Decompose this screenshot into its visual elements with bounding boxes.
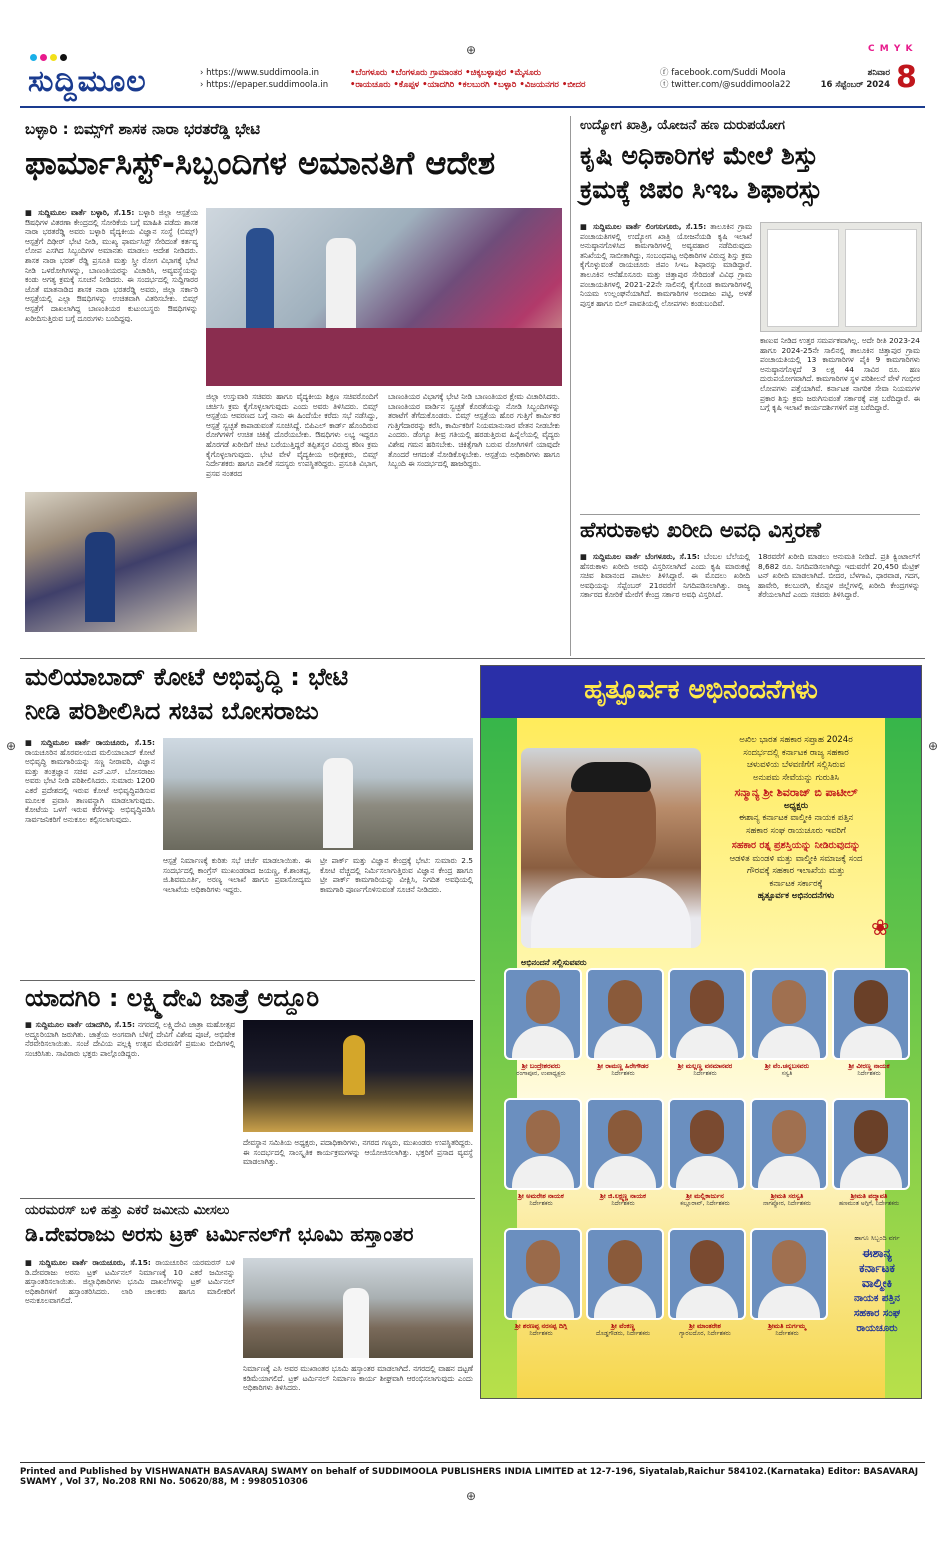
ad-person-name: ಶ್ರೀ ವೀರಣ್ಣ ನಾಯಕ (848, 1062, 890, 1070)
section-rule (20, 1198, 475, 1199)
story2-headline-2: ಕ್ರಮಕ್ಕೆ ಜಿಪಂ ಸಿಇಒ ಶಿಫಾರಸ್ಸು (580, 175, 823, 204)
masthead (20, 60, 925, 104)
ad-line-5: ಈಶಾನ್ಯ ಕರ್ನಾಟಕ ವಾಲ್ಮೀಕಿ ನಾಯಕ ಪತ್ತಿನ (738, 813, 854, 823)
footer-imprint: Printed and Published by VISHWANATH BASAVARAJ SWAMY on behalf of SUDDIMOOLA PUBLISHERS INDIA LIMITED at 12-7-196, Siyatalab,Raichur 584102.(Karnataka) Editor: BASAVARAJ SWAMY , Vol 37, No.208 RNI No. 50620/88, M : 9980510306 (20, 1467, 919, 1487)
ad-person-name: ಶ್ರೀ ವೆಂ.ಚನ್ನಬಸವರು (764, 1062, 810, 1070)
story1-photo-visit (25, 492, 197, 632)
story5-byline: ■ ಸುದ್ದಿಮೂಲ ವಾರ್ತೆ ಯಾದಗಿರಿ, ಸೆ.15: (25, 1020, 135, 1029)
story6-headline: ಡಿ.ದೇವರಾಜು ಅರಸು ಟ್ರಕ್ ಟರ್ಮಿನಲ್‌ಗೆ ಭೂಮಿ ಹಸ್ತಾಂತರ (25, 1222, 414, 1246)
ad-award-line: ಸಹಕಾರ ರತ್ನ ಪ್ರಶಸ್ತಿಯನ್ನು ನೀಡಿರುವುದನ್ನು (731, 840, 861, 851)
ad-person-name: ಶ್ರೀ ರಾಮಣ್ಣ ಹಿರೇಗೌಡರ (597, 1062, 649, 1070)
ad-person-role: ಸಸ್ವತಿ (781, 1070, 793, 1077)
story1-col1 (25, 208, 198, 483)
ad-person-role: ನಿರ್ದೇಶಕರು (611, 1200, 635, 1207)
ad-person-photo (832, 1098, 910, 1190)
ad-org-4: ನಾಯಕ ಪತ್ತಿನ (854, 1293, 900, 1304)
ad-person-role: ನಿರ್ದೇಶಕರು (529, 1200, 553, 1207)
story1-text-1: ಬಳ್ಳಾರಿ ಜಿಲ್ಲಾ ಆಸ್ಪತ್ರೆಯ ಔಷಧಿಗಳ ವಿತರಣಾ ಕೇಂದ್ರದಲ್ಲಿ ಸೋರಿಕೆಯ ಬಗ್ಗೆ ಮಾಹಿತಿ ಪಡೆದು ಶಾಸಕ ನಾರಾ ಭರತರೆಡ್ಡಿ ಅವರು ಬಳ್ಳಾರಿ ವೈದ್ಯಕೀಯ ವಿಜ್ಞಾನ ಸಂಸ್ಥೆ (ಬಿಮ್ಸ್) ಆಸ್ಪತ್ರೆಗೆ ದಿಢೀರ್ ಭೇಟಿ ನೀಡಿ, ಮುಖ್ಯ ಫಾರ್ಮಸಿಸ್ಟ್ ಸೇರಿದಂತೆ ಕರ್ತವ್ಯ ಲೋಪ ಎಸಗಿದ ಸಿಬ್ಬಂದಿಗಳ ಅಮಾನತು ಮಾಡಲು ಆದೇಶ ನೀಡಿದರು. ಶಾಸಕ ನಾರಾ ಭರತ್ ರೆಡ್ಡಿ ಪ್ರಸೂತಿ ಮತ್ತು ಸ್ತ್ರೀ ರೋಗ ವಿಭಾಗಕ್ಕೆ ಭೇಟಿ ನೀಡಿ ಒಳರೋಗಿಗಳನ್ನು, ಬಾಣಂತಿಯರನ್ನು ವಿಚಾರಿಸಿ, ಅವ್ಯವಸ್ಥೆಯನ್ನು ಕಂಡು ಅಗತ್ಯ ಕ್ರಮಕ್ಕೆ ಸೂಚನೆ ನೀಡಿದರು. ಈ ಸಂದರ್ಭದಲ್ಲಿ ಸುದ್ದಿಗಾರರ ಜೊತೆ ಮಾತನಾಡಿದ ಶಾಸಕ ನಾರಾ ಭರತರೆಡ್ಡಿ ಅವರು, ಜಿಲ್ಲಾ ಸರ್ಕಾರಿ ಆಸ್ಪತ್ರೆಯಲ್ಲಿ ಎಲ್ಲಾ ಔಷಧಿಗಳನ್ನು ಉಚಿತವಾಗಿ ವಿತರಿಸಬೇಕು. ಬಿಮ್ಸ್ ಆಸ್ಪತ್ರೆಗೆ ದಾಖಲಾಗಿದ್ದ ಬಾಣಂತಿಯರ ಕುಟುಂಬಸ್ಥರು ಔಷಧಿಗಳನ್ನು ಖರೀದಿಸುತ್ತಿರುವ ಬಗ್ಗೆ ದೂರುಗಳು ಬಂದಿದ್ದವು. (25, 208, 198, 323)
ad-line-1: ಅಖಿಲ ಭಾರತ ಸಹಕಾರ ಸಪ್ತಾಹ 2024ರ (739, 735, 853, 745)
ad-line-2: ಸಂದರ್ಭದಲ್ಲಿ ಕರ್ನಾಟಕ ರಾಜ್ಯ ಸಹಕಾರ (743, 747, 849, 758)
section-rule (20, 980, 475, 981)
ad-person-photo (504, 1228, 582, 1320)
story3-col2: 18ರವರೆಗೆ ಖರೀದಿ ಮಾಡಲು ಅನುಮತಿ ನೀಡಿದೆ. ಪ್ರತಿ ಕ್ವಿಂಟಾಲ್‌ಗೆ 8,682 ರೂ. ನಿಗದಿಪಡಿಸಲಾಗಿದ್ದು ಇದುವರೆಗೆ 20,450 ಮೆಟ್ರಿಕ್ ಟನ್ ಖರೀದಿ ಮಾಡಲಾಗಿದೆ. ಬೀದರ, ಬೆಳಗಾವಿ, ಧಾರವಾಡ, ಗದಗ, ಹಾವೇರಿ, ಕಲಬುರಗಿ, ಕೊಪ್ಪಳ ಜಿಲ್ಲೆಗಳಲ್ಲಿ ಖರೀದಿ ಕೇಂದ್ರಗಳನ್ನು ತೆರೆಯಲಾಗಿದೆ ಎಂದು ಸಚಿವರು ತಿಳಿಸಿದ್ದಾರೆ. (758, 552, 920, 600)
web-links (200, 67, 350, 91)
story2-col2: ಕಾಣುವ ನೀಡಿದ ಉತ್ತರ ಸಮರ್ಪಕವಾಗಿಲ್ಲ. ಅದೇ ರೀತಿ 2023-24 ಹಾಗೂ 2024-25ನೇ ಸಾಲಿನಲ್ಲಿ ತಾಲೂಕಿನ ಚಿತ್ತಾಪುರ ಗ್ರಾಮ ಪಂಚಾಯತಿಯಲ್ಲಿ 13 ಕಾಮಗಾರಿಗಳ ಪೈಕಿ 9 ಕಾಮಗಾರಿಗಳು ಅನುಷ್ಠಾನಗೊಳ್ಳದೆ 3 ಲಕ್ಷ 44 ಸಾವಿರ ರೂ. ಹಣ ದುರುಪಯೋಗವಾಗಿದೆ. ಕಾಮಗಾರಿಗಳ ಸ್ಥಳ ಪರಿಶೀಲನೆ ವೇಳೆ ಗಂಭೀರ ಲೋಪಗಳು ಪತ್ತೆಯಾಗಿವೆ. ಕರ್ನಾಟಕ ನಾಗರಿಕ ಸೇವಾ ನಿಯಮಗಳ ಪ್ರಕಾರ ಶಿಸ್ತು ಕ್ರಮ ಜರುಗಿಸುವಂತೆ ಸರ್ಕಾರಕ್ಕೆ ಪತ್ರ ಬರೆದಿದ್ದಾರೆ. ಈ ಬಗ್ಗೆ ಕೃಷಿ ಇಲಾಖೆ ಕಾರ್ಯದರ್ಶಿಗಳಿಗೆ ಪತ್ರ ಬರೆದಿದ್ದಾರೆ. (760, 336, 920, 413)
ad-line-10: ಹೃತ್ಪೂರ್ವಕ ಅಭಿನಂದನೆಗಳು (757, 891, 835, 901)
ad-person-caption (745, 1062, 829, 1078)
ad-line-4: ಅನುಪಮ ಸೇವೆಯನ್ನು ಗುರುತಿಸಿ (753, 772, 839, 783)
ad-message (701, 734, 891, 903)
story2-byline: ■ ಸುದ್ದಿಮೂಲ ವಾರ್ತೆ ಲಿಂಗಸುಗೂರು, ಸೆ.15: (580, 222, 707, 231)
story1-col1b (25, 636, 198, 650)
issue-date (810, 67, 890, 91)
issue-day: ಶನಿವಾರ (867, 68, 890, 78)
cmyk-label: C M Y K (868, 44, 914, 54)
ad-person-name: ಶ್ರೀಮತಿ ಪದ್ಮಾವತಿ (850, 1192, 888, 1200)
story4-col2: ಆಸ್ಪತ್ರೆ ನಿರ್ಮಾಣಕ್ಕೆ ಕುರಿತು ಸಭೆ ಚರ್ಚೆ ಮಾಡಲಾಯಿತು. ಈ ಸಂದರ್ಭದಲ್ಲಿ ಕಾಂಗ್ರೆಸ್ ಮುಖಂಡರಾದ ಜಯಣ್ಣ, ಕೆ.ಶಾಂತಪ್ಪ, ಜಿ.ಶಿವಮೂರ್ತಿ, ಅರಣ್ಯ ಇಲಾಖೆ ಹಾಗೂ ಪ್ರವಾಸೋದ್ಯಮ ಇಲಾಖೆಯ ಅಧಿಕಾರಿಗಳು ಇದ್ದರು. (163, 856, 311, 894)
story1-photo-ward (206, 208, 562, 386)
ad-org-2: ಕರ್ನಾಟಕ (859, 1261, 895, 1275)
story6-text-1: ರಾಯಚೂರಿನ ಯರಮರಸ್ ಬಳಿ ಡಿ.ದೇವರಾಜು ಅರಸು ಟ್ರಕ್ ಟರ್ಮಿನಲ್ ನಿರ್ಮಾಣಕ್ಕೆ 10 ಎಕರೆ ಜಮೀನನ್ನು ಹಸ್ತಾಂತರಿಸಲಾಯಿತು. ಜಿಲ್ಲಾಧಿಕಾರಿಗಳು ಭೂಮಿ ದಾಖಲೆಗಳನ್ನು ಟ್ರಕ್ ಟರ್ಮಿನಲ್ ಅಧಿಕಾರಿಗಳಿಗೆ ಹಸ್ತಾಂತರಿಸಿದರು. ಲಾರಿ ಚಾಲಕರು ಹಾಗೂ ಮಾಲೀಕರಿಗೆ ಅನುಕೂಲವಾಗಲಿದೆ. (25, 1258, 235, 1306)
color-dots (30, 46, 70, 65)
ad-person-role: ರಂಗಾಪೂರ, ಉಪಾಧ್ಯಕ್ಷರು (516, 1070, 566, 1077)
story2-document-photo (760, 222, 922, 332)
ad-person-role: ನಿರ್ದೇಶಕರು (611, 1070, 635, 1077)
story6-byline: ■ ಸುದ್ದಿಮೂಲ ವಾರ್ತೆ ರಾಯಚೂರು, ಸೆ.15: (25, 1258, 151, 1267)
ad-person-photo (668, 1098, 746, 1190)
story5-text-1: ನಗರದಲ್ಲಿ ಲಕ್ಷ್ಮಿದೇವಿ ಜಾತ್ರಾ ಮಹೋತ್ಸವ ಅದ್ದೂರಿಯಾಗಿ ಜರುಗಿತು. ಜಾತ್ರೆಯ ಅಂಗವಾಗಿ ಬೆಳಿಗ್ಗೆ ದೇವಿಗೆ ವಿಶೇಷ ಪೂಜೆ, ಅಭಿಷೇಕ ನೆರವೇರಿಸಲಾಯಿತು. ಸಂಜೆ ದೇವಿಯ ಪಲ್ಲಕ್ಕಿ ಉತ್ಸವ ಮೆರವಣಿಗೆ ಪ್ರಮುಖ ಬೀದಿಗಳಲ್ಲಿ ಸಂಚರಿಸಿತು. ಸಾವಿರಾರು ಭಕ್ತರು ಪಾಲ್ಗೊಂಡಿದ್ದರು. (25, 1020, 235, 1058)
ad-person-name: ಶ್ರೀ ಮಾಂತರೇಶ (689, 1322, 721, 1330)
ad-person-photo (586, 1228, 664, 1320)
city-line-1: •ಬೆಂಗಳೂರು •ಬೆಂಗಳೂರು ಗ್ರಾಮಾಂತರ •ಚಿಕ್ಕಬಳ್ಳಾಪುರ •ಮೈಸೂರು (350, 68, 541, 78)
ad-title: ಹೃತ್ಪೂರ್ವಕ ಅಭಿನಂದನೆಗಳು (584, 675, 818, 705)
ad-person-photo (750, 1098, 828, 1190)
ad-person-name: ಶ್ರೀ ಮಲ್ಲಣ್ಣ ವನಮಾನವರ (677, 1062, 733, 1070)
ad-person-photo (750, 1228, 828, 1320)
story5-headline: ಯಾದಗಿರಿ : ಲಕ್ಷ್ಮಿದೇವಿ ಜಾತ್ರೆ ಅದ್ದೂರಿ (25, 984, 320, 1012)
ad-person-caption (745, 1192, 829, 1208)
ad-org-6: ರಾಯಚೂರು (856, 1323, 898, 1334)
story4-photo-fort (163, 738, 473, 850)
registration-mark: ⊕ (928, 739, 939, 753)
registration-mark: ⊕ (466, 1489, 477, 1503)
story1-kicker: ಬಳ್ಳಾರಿ : ಬಿಮ್ಸ್‌ಗೆ ಶಾಸಕ ನಾರಾ ಭರತರೆಡ್ಡಿ ಭೇಟಿ (25, 120, 261, 138)
logo: ಸುದ್ದಿಮೂಲ (28, 64, 147, 99)
city-line-2: •ರಾಯಚೂರು •ಕೊಪ್ಪಳ •ಯಾದಗಿರಿ •ಕಲಬುರಗಿ •ಬಳ್ಳಾರಿ •ವಿಜಯನಗರ •ಬೀದರ (350, 80, 586, 90)
story1-col3: ಬಾಣಂತಿಯರ ವಿಭಾಗಕ್ಕೆ ಭೇಟಿ ನೀಡಿ ಬಾಣಂತಿಯರ ಕ್ಷೇಮ ವಿಚಾರಿಸಿದರು. ಬಾಣಂತಿಯರ ವಾರ್ಡಿನ ಸ್ವಚ್ಛತೆ ಕೊರತೆಯನ್ನು ನೋಡಿ ಸಿಬ್ಬಂದಿಗಳನ್ನು ತರಾಟೆಗೆ ತೆಗೆದುಕೊಂಡರು. ಬಿಮ್ಸ್ ಆಸ್ಪತ್ರೆಯ ಹೊರ ಗುತ್ತಿಗೆ ಕಾರ್ಮಿಕರ ಗುತ್ತಿಗೆದಾರರನ್ನು ಕರೆಸಿ, ಕಾರ್ಮಿಕರಿಗೆ ನಿಯಮಾನುಸಾರ ವೇತನ ನೀಡಬೇಕು ಎಂದರು. ಡೆಂಗ್ಯೂ ತೀವ್ರ ಗತಿಯಲ್ಲಿ ಹರಡುತ್ತಿರುವ ಹಿನ್ನೆಲೆಯಲ್ಲಿ ವೈದ್ಯರು ವಿಶೇಷ ಗಮನ ಹರಿಸಬೇಕು. ಚಿಕಿತ್ಸೆಗಾಗಿ ಬರುವ ರೋಗಿಗಳಿಗೆ ಯಾವುದೇ ತೊಂದರೆ ಆಗದಂತೆ ನೋಡಿಕೊಳ್ಳಬೇಕು. ಆಸ್ಪತ್ರೆಯ ಅಧಿಕಾರಿಗಳು ಹಾಗೂ ಸಿಬ್ಬಂದಿ ಈ ಸಂದರ್ಭದಲ್ಲಿ ಹಾಜರಿದ್ದರು. (388, 392, 560, 469)
ad-org-1: ಈಶಾನ್ಯ (862, 1246, 892, 1260)
ad-org-5: ಸಹಕಾರ ಸಂಘ (853, 1308, 901, 1319)
ad-person-role: ನಿರ್ದೇಶಕರು (529, 1330, 553, 1337)
story4-headline-2: ನೀಡಿ ಪರಿಶೀಲಿಸಿದ ಸಚಿವ ಬೋಸರಾಜು (25, 697, 319, 725)
story3-headline: ಹೆಸರುಕಾಳು ಖರೀದಿ ಅವಧಿ ವಿಸ್ತರಣೆ (580, 518, 821, 542)
ad-person-name: ಶ್ರೀ ಜಿ.ಲಕ್ಷ್ಮಣ್ಣ ನಾಯಕ (600, 1192, 646, 1200)
story1-col2: ಜಿಲ್ಲಾ ಉಸ್ತುವಾರಿ ಸಚಿವರು ಹಾಗೂ ವೈದ್ಯಕೀಯ ಶಿಕ್ಷಣ ಸಚಿವರೊಂದಿಗೆ ಚರ್ಚಿಸಿ ಕ್ರಮ ಕೈಗೊಳ್ಳಲಾಗುವುದು ಎಂದು ಅವರು ತಿಳಿಸಿದರು. ಬಿಮ್ಸ್ ಆಸ್ಪತ್ರೆಯ ಆವರಣದ ಬಗ್ಗೆ ನಾನು ಈ ಹಿಂದೆಯೇ ಕರೆದು ಸಭೆ ನಡೆಸಿದ್ದು, ಆಸ್ಪತ್ರೆ ಸ್ವಚ್ಛತೆ ಕಾಪಾಡುವಂತೆ ಸೂಚಿಸಿದ್ದೆ. ಬಿಪಿಎಲ್ ಕಾರ್ಡ್ ಹೊಂದಿರುವ ರೋಗಿಗಳಿಗೆ ಉಚಿತ ಚಿಕಿತ್ಸೆ ದೊರೆಯಬೇಕು. ಔಷಧಿಗಳು ಲಭ್ಯ ಇದ್ದರೂ ಹೊರಗಡೆ ಖರೀದಿಗೆ ಚೀಟಿ ಬರೆಯುತ್ತಿದ್ದರೆ ತಪ್ಪಿತಸ್ಥರ ವಿರುದ್ಧ ಕಠಿಣ ಕ್ರಮ ಕೈಗೊಳ್ಳಲಾಗುವುದು. ಭೇಟಿ ವೇಳೆ ವೈದ್ಯಕೀಯ ಅಧೀಕ್ಷಕರು, ಬಿಮ್ಸ್ ನಿರ್ದೇಶಕರು ಹಾಗೂ ಪಾಲಿಕೆ ಸದಸ್ಯರು ಉಪಸ್ಥಿತರಿದ್ದರು. ಪ್ರಸೂತಿ ವಿಭಾಗ, ಪ್ರಸವ ನಂತರದ (206, 392, 378, 478)
story4-col1 (25, 738, 155, 978)
footer-rule (20, 1462, 925, 1463)
story6-col2: ನಿರ್ಮಾಣಕ್ಕೆ ಎಸಿ ಅವರ ಮುಖಾಂತರ ಭೂಮಿ ಹಸ್ತಾಂತರ ಮಾಡಲಾಗಿದೆ. ನಗರದಲ್ಲಿ ವಾಹನ ದಟ್ಟಣೆ ಕಡಿಮೆಯಾಗಲಿದೆ. ಟ್ರಕ್ ಟರ್ಮಿನಲ್ ನಿರ್ಮಾಣ ಕಾರ್ಯ ಶೀಘ್ರವಾಗಿ ಆರಂಭಿಸಲಾಗುವುದು ಎಂದು ಅಧಿಕಾರಿಗಳು ತಿಳಿಸಿದರು. (243, 1364, 473, 1393)
ad-person-name: ಶ್ರೀಮತಿ ಸರಸ್ವತಿ (770, 1192, 804, 1200)
registration-mark: ⊕ (6, 739, 17, 753)
story4-col3: ಟ್ರೀ ಪಾರ್ಕ್ ಮತ್ತು ವಿಜ್ಞಾನ ಕೇಂದ್ರಕ್ಕೆ ಭೇಟಿ: ಸುಮಾರು 2.5 ಕೋಟಿ ವೆಚ್ಚದಲ್ಲಿ ನಿರ್ಮಿಸಲಾಗುತ್ತಿರುವ ವಿಜ್ಞಾನ ಕೇಂದ್ರ ಹಾಗೂ ಟ್ರೀ ಪಾರ್ಕ್ ಕಾಮಗಾರಿಯನ್ನು ವೀಕ್ಷಿಸಿ, ನಿಗದಿತ ಅವಧಿಯಲ್ಲಿ ಕಾಮಗಾರಿ ಪೂರ್ಣಗೊಳಿಸುವಂತೆ ಸೂಚನೆ ನೀಡಿದರು. (320, 856, 473, 894)
ad-person-role: ಗ್ಯಾರಲದೊರ, ನಿರ್ದೇಶಕರು (679, 1330, 731, 1337)
ad-line-3: ಚಳುವಳಿಯ ಬೆಳವಣಿಗೆಗೆ ಸಲ್ಲಿಸಿರುವ (747, 760, 845, 770)
page-number: 8 (896, 60, 917, 95)
ad-person-caption (827, 1062, 911, 1078)
story6-kicker: ಯರಮರಸ್ ಬಳಿ ಹತ್ತು ಎಕರೆ ಜಮೀನು ಮೀಸಲು (25, 1203, 230, 1218)
ad-line-7: ಆಡಳಿತ ಮಂಡಳಿ ಮತ್ತು ವಾಲ್ಮೀಕಿ ಸಮಾಜಕ್ಕೆ ಸಂದ (729, 853, 863, 864)
story4-byline: ■ ಸುದ್ದಿಮೂಲ ವಾರ್ತೆ ರಾಯಚೂರು, ಸೆ.15: (25, 738, 155, 747)
ad-person-caption (663, 1192, 747, 1208)
story6-photo-handover (243, 1258, 473, 1358)
city-list (350, 67, 670, 91)
ad-person-caption (663, 1322, 747, 1338)
story2-headline-1: ಕೃಷಿ ಅಧಿಕಾರಿಗಳ ಮೇಲೆ ಶಿಸ್ತು (580, 141, 819, 170)
web-link-1[interactable]: › https://www.suddimoola.in (200, 68, 320, 78)
ad-hero-photo (521, 748, 701, 948)
story3-rule (580, 514, 920, 515)
story1-byline: ■ ಸುದ್ದಿಮೂಲ ವಾರ್ತೆ ಬಳ್ಳಾರಿ, ಸೆ.15: (25, 208, 135, 217)
ad-person-caption (745, 1322, 829, 1338)
story6-col1 (25, 1258, 235, 1458)
story3-text-1: ಬೆಂಬಲ ಬೆಲೆಯಲ್ಲಿ ಹೆಸರುಕಾಳು ಖರೀದಿ ಅವಧಿ ವಿಸ್ತರಿಸಲಾಗಿದೆ ಎಂದು ಕೃಷಿ ಮಾರುಕಟ್ಟೆ ಸಚಿವ ಶಿವಾನಂದ ಪಾಟೀಲ ತಿಳಿಸಿದ್ದಾರೆ. ಈ ಮೊದಲು ಖರೀದಿ ಅವಧಿಯನ್ನು ಸೆಪ್ಟೆಂಬರ್ 21ರವರೆಗೆ ನಿಗದಿಪಡಿಸಲಾಗಿತ್ತು. ರಾಜ್ಯ ಸರ್ಕಾರದ ಕೋರಿಕೆ ಮೇರೆಗೆ ಕೇಂದ್ರ ಸರ್ಕಾರ ಅವಧಿ ವಿಸ್ತರಿಸಿದೆ. (580, 552, 750, 600)
ad-roses: ❀ (871, 916, 890, 941)
story4-headline-1: ಮಲಿಯಾಬಾದ್ ಕೋಟೆ ಅಭಿವೃದ್ಧಿ : ಭೇಟಿ (25, 663, 349, 691)
ad-person-name: ಶ್ರೀಮತಿ ದುರ್ಗಮ್ಮ (768, 1322, 806, 1330)
ad-person-caption (581, 1062, 665, 1078)
ad-person-role: ನಿರ್ದೇಶಕರು (693, 1070, 717, 1077)
facebook-link[interactable]: ⓕ facebook.com/Suddi Moola (660, 68, 786, 78)
ad-person-caption (827, 1192, 911, 1208)
registration-mark: ⊕ (466, 43, 477, 57)
ad-person-caption (499, 1062, 583, 1078)
ad-senders-label: ಅಭಿನಂದನೆ ಸಲ್ಲಿಸುವವರು (521, 958, 587, 967)
ad-line-8: ಗೌರವಕ್ಕೆ ಸಹಕಾರ ಇಲಾಖೆಯ ಮತ್ತು (747, 866, 845, 876)
twitter-link[interactable]: ⓣ twitter.com/@suddimoola22 (660, 80, 791, 90)
ad-person-caption (581, 1322, 665, 1338)
story4-text-1: ರಾಯಚೂರಿನ ಹೊರವಲಯದ ಮಲಿಯಾಬಾದ್ ಕೋಟೆ ಅಭಿವೃದ್ಧಿ ಕಾಮಗಾರಿಯನ್ನು ಸಣ್ಣ ನೀರಾವರಿ, ವಿಜ್ಞಾನ ಮತ್ತು ತಂತ್ರಜ್ಞಾನ ಸಚಿವ ಎನ್.ಎಸ್. ಬೋಸರಾಜು ಅವರು ಭೇಟಿ ನೀಡಿ ಪರಿಶೀಲಿಸಿದರು. ಸುಮಾರು 1200 ಎಕರೆ ಪ್ರದೇಶದಲ್ಲಿ ಇರುವ ಕೋಟೆ ಅಭಿವೃದ್ಧಿಪಡಿಸುವ ಮೂಲಕ ಪ್ರವಾಸಿ ತಾಣವನ್ನಾಗಿ ಮಾಡಲಾಗುವುದು. ಕೋಟೆಯ ಒಳಗೆ ಇರುವ ಕೆರೆಗಳನ್ನು ಅಭಿವೃದ್ಧಿಪಡಿಸಿ ಸಾರ್ವಜನಿಕರಿಗೆ ಅನುಕೂಲ ಕಲ್ಪಿಸಲಾಗುವುದು. (25, 747, 155, 824)
ad-person-photo (504, 968, 582, 1060)
section-rule (20, 658, 925, 659)
ad-person-name: ಶ್ರೀ ಮಲ್ಲಿಕಾರ್ಜುನ (686, 1192, 724, 1200)
ad-person-role: ದೊಡ್ಡಗೌಡರು, ನಿರ್ದೇಶಕರು (596, 1330, 650, 1337)
ad-person-caption (663, 1062, 747, 1078)
ad-person-name: ಶ್ರೀ ಅಮರೇಶ ನಾಯಕ (518, 1192, 564, 1200)
ad-person-caption (499, 1322, 583, 1338)
ad-person-photo (668, 968, 746, 1060)
column-divider (570, 116, 571, 656)
story3-byline: ■ ಸುದ್ದಿಮೂಲ ವಾರ್ತೆ ಬೆಂಗಳೂರು, ಸೆ.15: (580, 552, 700, 561)
story2-text-1: ತಾಲೂಕಿನ ಗ್ರಾಮ ಪಂಚಾಯತಿಗಳಲ್ಲಿ ಉದ್ಯೋಗ ಖಾತ್ರಿ ಯೋಜನೆಯಡಿ ಕೃಷಿ ಇಲಾಖೆ ಅನುಷ್ಠಾನಗೊಳಿಸಿದ ಕಾಮಗಾರಿಗಳಲ್ಲಿ ಅವ್ಯವಹಾರ ನಡೆದಿರುವುದು ತನಿಖೆಯಲ್ಲಿ ಸಾಬೀತಾಗಿದ್ದು, ಸಂಬಂಧಪಟ್ಟ ಅಧಿಕಾರಿಗಳ ವಿರುದ್ಧ ಶಿಸ್ತು ಕ್ರಮ ಕೈಗೊಳ್ಳುವಂತೆ ರಾಯಚೂರು ಜಿಪಂ ಸಿಇಒ ಶಿಫಾರಸ್ಸು ಮಾಡಿದ್ದಾರೆ. ತಾಲೂಕಿನ ಆನೆಹೊಸೂರು ಮತ್ತು ಚಿತ್ತಾಪುರ ಸೇರಿದಂತೆ ವಿವಿಧ ಗ್ರಾಮ ಪಂಚಾಯತಿಗಳಲ್ಲಿ 2021-22ನೇ ಸಾಲಿನಲ್ಲಿ ಕೈಗೊಂಡ ಕಾಮಗಾರಿಗಳಲ್ಲಿ ನಿಯಮ ಉಲ್ಲಂಘನೆಯಾಗಿದೆ. ಕಾಮಗಾರಿಗಳ ಅಂದಾಜು ಪಟ್ಟಿ, ಅಳತೆ ಪುಸ್ತಕ ಹಾಗೂ ಬಿಲ್ ಪಾವತಿಯಲ್ಲಿ ಲೋಪಗಳು ಕಂಡುಬಂದಿವೆ. (580, 222, 752, 308)
congratulations-ad (480, 665, 922, 1399)
ad-person-photo (832, 968, 910, 1060)
story5-col1 (25, 1020, 235, 1190)
ad-honoree-name: ಸನ್ಮಾನ್ಯ ಶ್ರೀ ಶಿವರಾಜ್ ಬಿ ಪಾಟೀಲ್ (734, 786, 858, 799)
story2-kicker: ಉದ್ಯೋಗ ಖಾತ್ರಿ, ಯೋಜನೆ ಹಣ ದುರುಪಯೋಗ (580, 118, 785, 133)
issue-date-text: 16 ಸೆಪ್ಟೆಂಬರ್ 2024 (820, 80, 890, 90)
story2-col1 (580, 222, 752, 510)
ad-org-3: ವಾಲ್ಮೀಕಿ (861, 1276, 893, 1290)
ad-person-photo (668, 1228, 746, 1320)
ad-person-photo (586, 1098, 664, 1190)
social-links (660, 67, 810, 91)
ad-person-photo (586, 968, 664, 1060)
ad-person-role: ನಾಗಪ್ಪೋರ, ನಿರ್ದೇಶಕರು (763, 1200, 811, 1207)
ad-honoree-role: ಅಧ್ಯಕ್ಷರು (783, 800, 809, 811)
ad-person-name: ಶ್ರೀ ವೆಂಕಣ್ಣ (611, 1322, 635, 1330)
ad-person-name: ಶ್ರೀ ಶರಣಪ್ಪ ನರಸಪ್ಪ ದಿಗ್ಗಿ (514, 1322, 568, 1330)
ad-person-caption (581, 1192, 665, 1208)
masthead-rule (20, 106, 925, 108)
ad-person-name: ಶ್ರೀ ಬಂದ್ರೇಶರವರು (521, 1062, 561, 1070)
ad-org-block (833, 1231, 921, 1336)
story1-headline: ಫಾರ್ಮಾಸಿಸ್ಟ್-ಸಿಬ್ಬಂದಿಗಳ ಅಮಾನತಿಗೆ ಆದೇಶ (25, 144, 496, 182)
ad-org-small: ಹಾಗೂ ಸಿಬ್ಬಂದಿ ವರ್ಗ (854, 1234, 900, 1242)
ad-person-photo (504, 1098, 582, 1190)
ad-person-role: ಹಣಮಂತ ಅಗ್ಗಿಗೆ, ನಿರ್ದೇಶಕರು (838, 1200, 900, 1207)
story3-col1 (580, 552, 750, 652)
ad-line-6: ಸಹಕಾರ ಸಂಘ ರಾಯಚೂರು ಇವರಿಗೆ (746, 825, 846, 836)
ad-person-role: ನಿರ್ದೇಶಕರು (775, 1330, 799, 1337)
ad-line-9: ಕರ್ನಾಟಕ ಸರ್ಕಾರಕ್ಕೆ (769, 878, 823, 889)
ad-person-photo (750, 968, 828, 1060)
story5-photo-jatra (243, 1020, 473, 1132)
web-link-2[interactable]: › https://epaper.suddimoola.in (200, 80, 329, 90)
ad-person-role: ಕಲ್ಲೂರಾವ್, ನಿರ್ದೇಶಕರು (680, 1200, 730, 1207)
ad-person-role: ನಿರ್ದೇಶಕರು (857, 1070, 881, 1077)
ad-person-caption (499, 1192, 583, 1208)
story5-col2: ದೇವಸ್ಥಾನ ಸಮಿತಿಯ ಅಧ್ಯಕ್ಷರು, ಪದಾಧಿಕಾರಿಗಳು, ನಗರದ ಗಣ್ಯರು, ಮುಖಂಡರು ಉಪಸ್ಥಿತರಿದ್ದರು. ಈ ಸಂದರ್ಭದಲ್ಲಿ ಸಾಂಸ್ಕೃತಿಕ ಕಾರ್ಯಕ್ರಮಗಳನ್ನು ಆಯೋಜಿಸಲಾಗಿತ್ತು. ಭಕ್ತರಿಗೆ ಪ್ರಸಾದ ವ್ಯವಸ್ಥೆ ಮಾಡಲಾಗಿತ್ತು. (243, 1138, 473, 1167)
